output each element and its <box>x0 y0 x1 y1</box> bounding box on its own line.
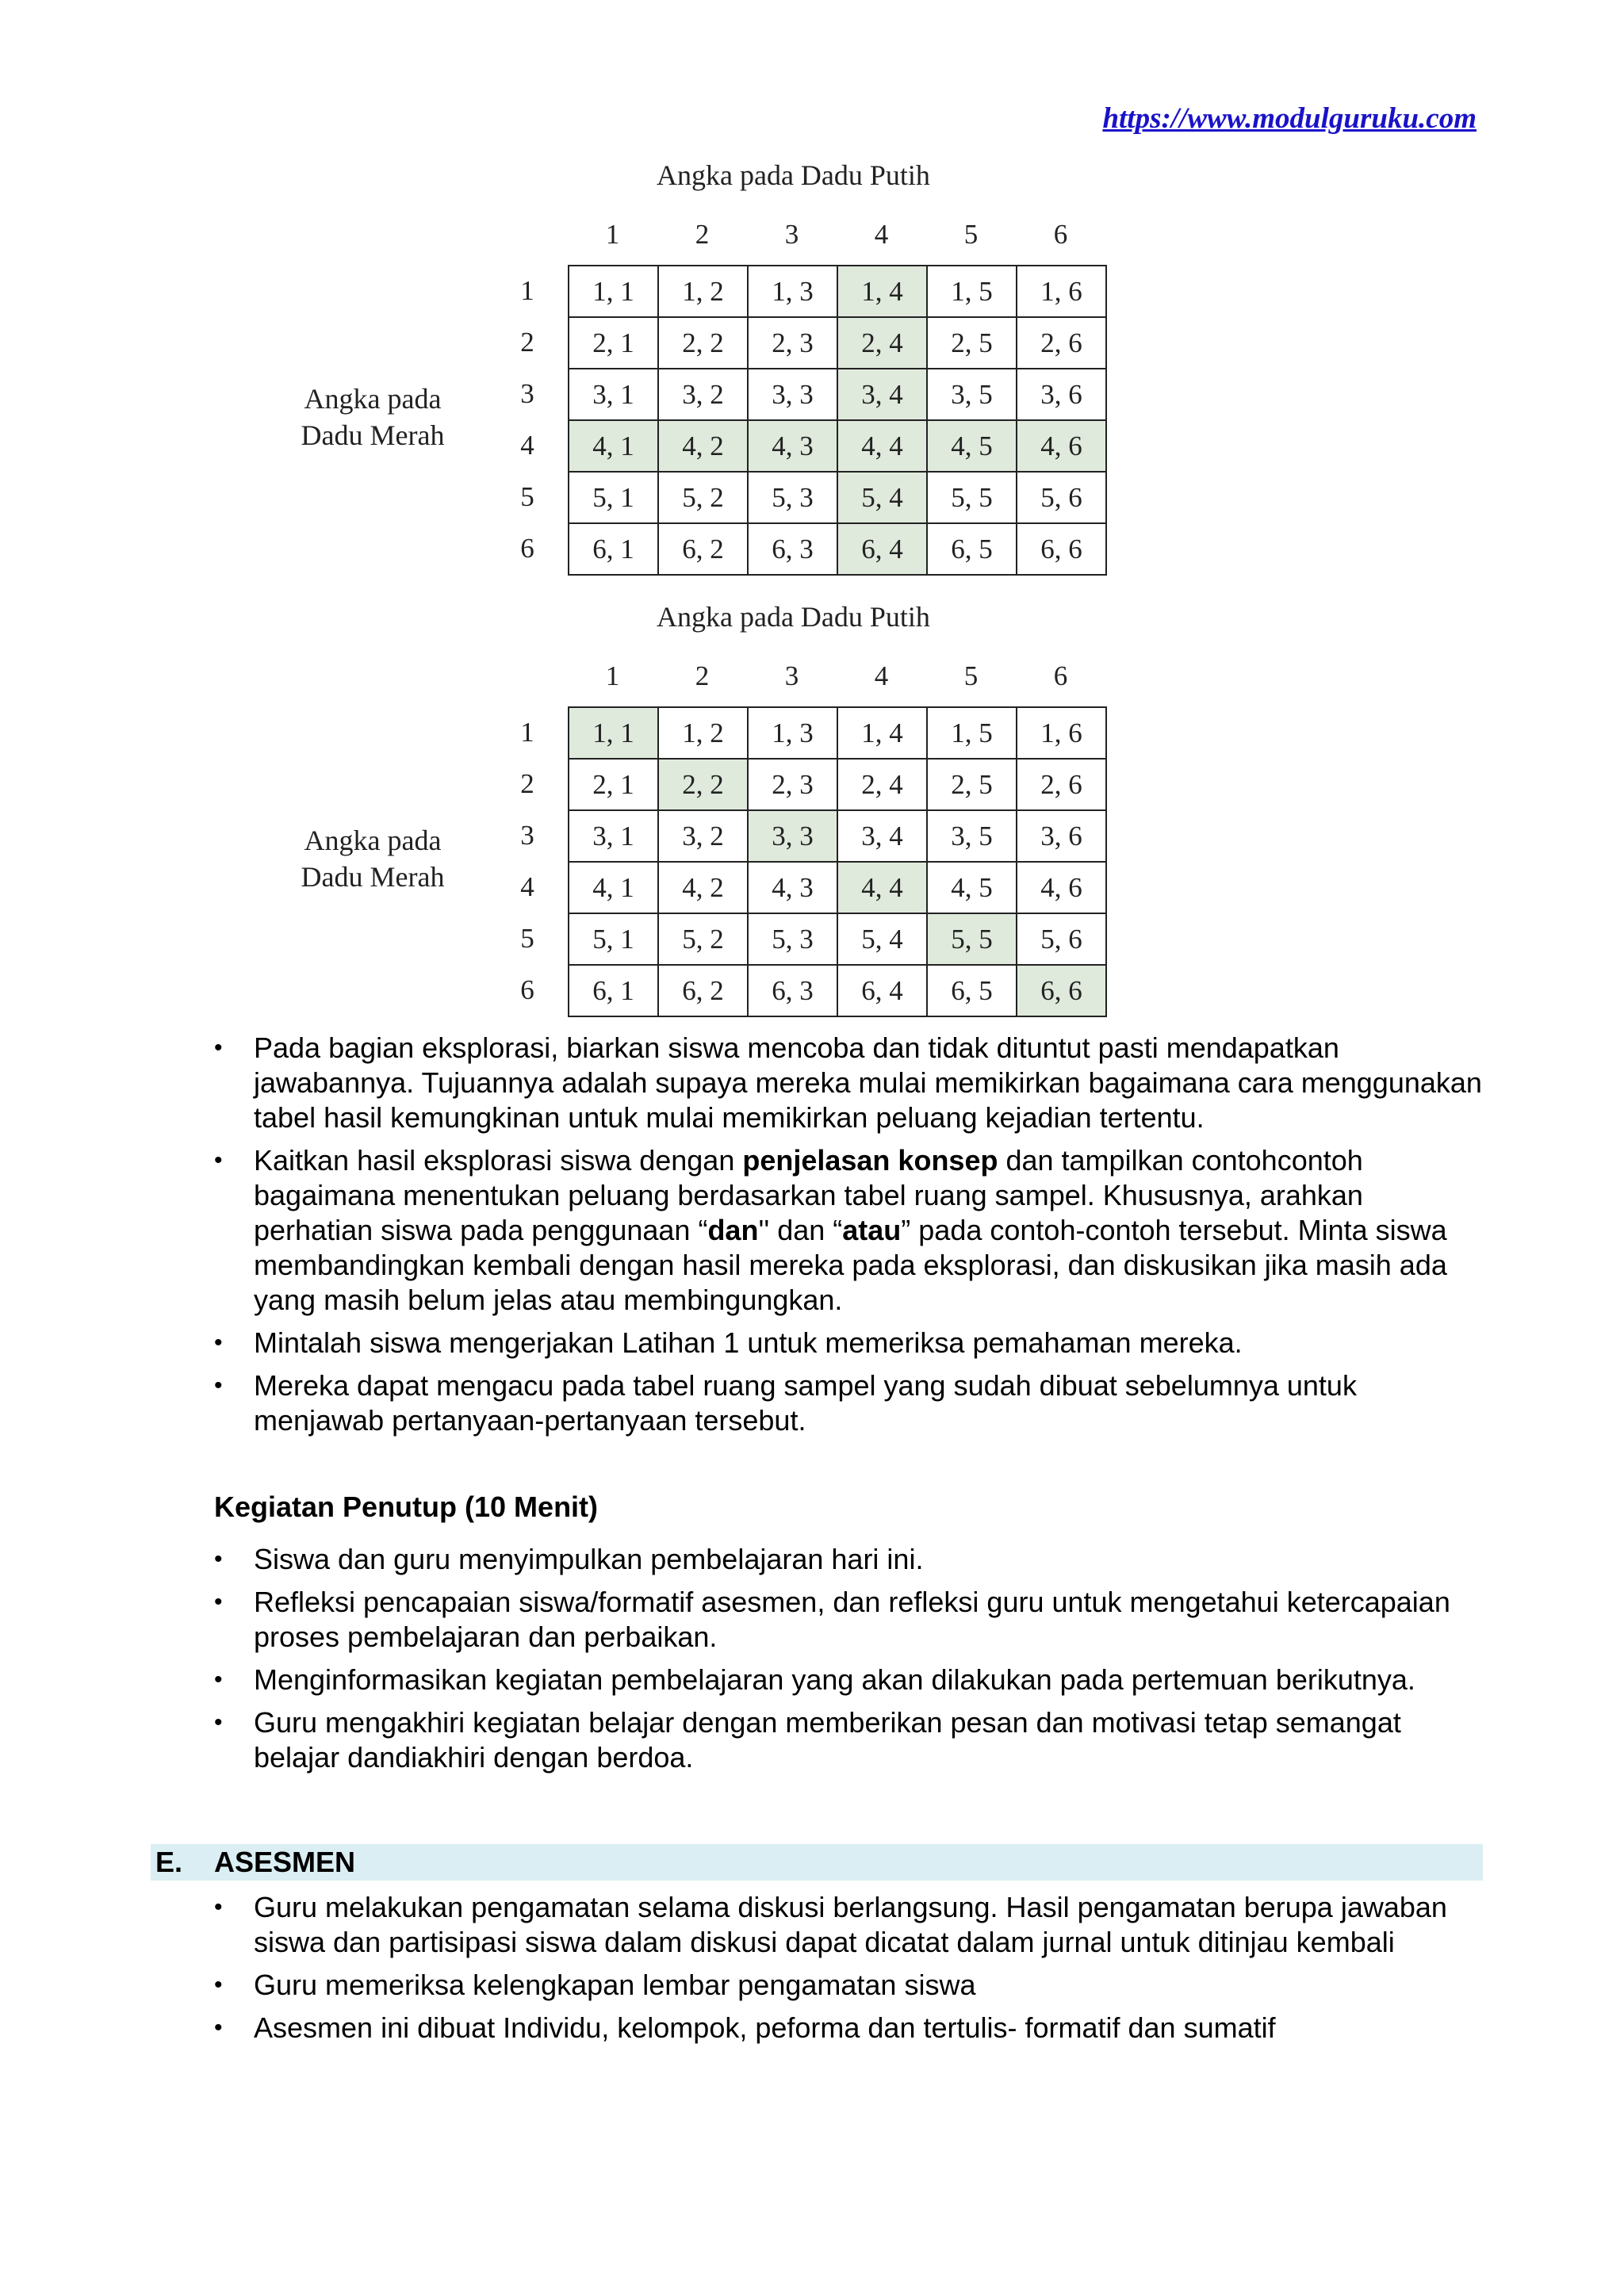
column-headers <box>568 660 1105 692</box>
table-row <box>569 759 1106 810</box>
column-header: 5 <box>963 660 979 691</box>
table-cell: 3, 2 <box>658 810 748 862</box>
table-cell: 5, 6 <box>1017 472 1106 523</box>
table-cell: 6, 2 <box>658 523 748 575</box>
table-cell: 4, 4 <box>837 862 927 913</box>
table-cell: 2, 1 <box>569 759 658 810</box>
table-cell: 5, 5 <box>927 472 1017 523</box>
table-cell: 2, 5 <box>927 759 1017 810</box>
section-heading-asesmen <box>151 1844 1483 1881</box>
table-cell: 1, 6 <box>1017 266 1106 317</box>
table-cell: 4, 6 <box>1017 420 1106 472</box>
table-cell: 1, 1 <box>569 266 658 317</box>
closing-heading: Kegiatan Penutup (10 Menit) <box>214 1490 599 1523</box>
row-header: 5 <box>520 481 534 512</box>
row-header: 3 <box>520 820 534 851</box>
table-cell: 1, 5 <box>927 707 1017 759</box>
table-cell: 5, 1 <box>569 472 658 523</box>
table-cell: 6, 5 <box>927 523 1017 575</box>
table-cell: 6, 5 <box>927 965 1017 1016</box>
bullet-icon: • <box>214 1894 223 1920</box>
table-cell: 4, 3 <box>748 862 837 913</box>
bullet-icon: • <box>214 1546 223 1572</box>
list-item: • Guru melakukan pengamatan selama diskusi berlangsung. Hasil pengamatan berupa jawaban siswa dan partisipasi siswa dalam diskusi dapat dicatat dalam jurnal untuk ditinjau kembali <box>214 1891 1447 1958</box>
table-cell: 6, 4 <box>837 523 927 575</box>
row-headers <box>515 265 539 574</box>
row-header: 4 <box>520 871 534 902</box>
table-row <box>569 472 1106 523</box>
bullet-icon: • <box>214 1589 223 1615</box>
table-row <box>569 317 1106 369</box>
table-cell: 1, 4 <box>837 707 927 759</box>
row-headers <box>515 706 539 1016</box>
row-header: 5 <box>520 923 534 954</box>
bullet-icon: • <box>214 1330 223 1356</box>
table-cell: 1, 5 <box>927 266 1017 317</box>
table-cell: 2, 1 <box>569 317 658 369</box>
table-cell: 2, 2 <box>658 759 748 810</box>
table-cell: 2, 6 <box>1017 317 1106 369</box>
list-item: • Mintalah siswa mengerjakan Latihan 1 untuk memeriksa pemahaman mereka. <box>214 1326 1243 1359</box>
list-item: • Asesmen ini dibuat Individu, kelompok, peforma dan tertulis- formatif dan sumatif <box>214 2011 1276 2044</box>
list-item: • Mereka dapat mengacu pada tabel ruang sampel yang sudah dibuat sebelumnya untuk menjawab pertanyaan-pertanyaan tersebut. <box>214 1369 1357 1437</box>
table-cell: 3, 5 <box>927 369 1017 420</box>
table-row <box>569 862 1106 913</box>
assessment-bullet-list <box>214 1890 1483 2053</box>
table-cell: 6, 4 <box>837 965 927 1016</box>
list-item: • Pada bagian eksplorasi, biarkan siswa mencoba dan tidak dituntut pasti mendapatkan jawabannya. Tujuannya adalah supaya mereka mulai memikirkan bagaimana cara menggunakan tabel hasil kemungkinan untuk mulai memikirkan peluang kejadian tertentu. <box>214 1031 1482 1134</box>
list-item: • Guru memeriksa kelengkapan lembar pengamatan siswa <box>214 1969 976 2001</box>
exploration-bullet-list <box>214 1031 1483 1446</box>
column-header: 1 <box>605 660 620 691</box>
table-cell: 3, 2 <box>658 369 748 420</box>
sample-space-grid <box>568 706 1107 1017</box>
table-cell: 5, 4 <box>837 472 927 523</box>
table-cell: 2, 3 <box>748 317 837 369</box>
column-caption: Angka pada Dadu Putih <box>657 601 930 633</box>
list-item: • Guru mengakhiri kegiatan belajar dengan memberikan pesan dan motivasi tetap semangat belajar dandiakhiri dengan berdoa. <box>214 1706 1401 1774</box>
list-item: • Refleksi pencapaian siswa/formatif asesmen, dan refleksi guru untuk mengetahui ketercapaian proses pembelajaran dan perbaikan. <box>214 1586 1450 1653</box>
table-row <box>569 369 1106 420</box>
table-cell: 5, 2 <box>658 472 748 523</box>
table-cell: 6, 1 <box>569 523 658 575</box>
table-row <box>569 913 1106 965</box>
table-cell: 4, 3 <box>748 420 837 472</box>
table-cell: 3, 1 <box>569 369 658 420</box>
bullet-icon: • <box>214 1667 223 1693</box>
table-cell: 5, 4 <box>837 913 927 965</box>
row-caption: Angka pada Dadu Merah <box>301 825 445 893</box>
row-header: 2 <box>520 768 534 799</box>
column-header: 4 <box>874 219 889 250</box>
list-item: • Kaitkan hasil eksplorasi siswa dengan penjelasan konsep dan tampilkan contohcontoh bagaimana menentukan peluang berdasarkan tabel ruang sampel. Khususnya, arahkan perhatian siswa pada penggunaan “dan'' dan “atau” pada contoh-contoh tersebut. Minta siswa membandingkan kembali dengan hasil mereka pada eksplorasi, dan diskusikan jika masih ada yang masih belum jelas atau membingungkan. <box>214 1144 1447 1316</box>
row-header: 1 <box>520 275 534 306</box>
table-cell: 3, 1 <box>569 810 658 862</box>
column-header: 2 <box>695 660 710 691</box>
row-header: 2 <box>520 327 534 358</box>
table-cell: 3, 3 <box>748 810 837 862</box>
table-cell: 4, 2 <box>658 420 748 472</box>
site-url-link[interactable]: https://www.modulguruku.com <box>1102 102 1477 135</box>
row-header: 4 <box>520 430 534 461</box>
row-header: 1 <box>520 717 534 748</box>
column-header: 5 <box>963 219 979 250</box>
table-cell: 3, 6 <box>1017 810 1106 862</box>
table-cell: 3, 3 <box>748 369 837 420</box>
table-cell: 6, 3 <box>748 965 837 1016</box>
table-cell: 1, 3 <box>748 707 837 759</box>
section-letter: E. <box>155 1846 183 1878</box>
table-cell: 6, 2 <box>658 965 748 1016</box>
row-caption: Angka pada Dadu Merah <box>301 383 445 451</box>
column-header: 4 <box>874 660 889 691</box>
bullet-icon: • <box>214 1035 223 1061</box>
column-header: 6 <box>1053 660 1068 691</box>
table-cell: 5, 6 <box>1017 913 1106 965</box>
column-caption: Angka pada Dadu Putih <box>657 159 930 191</box>
table-row <box>569 420 1106 472</box>
bullet-icon: • <box>214 2015 223 2041</box>
table-cell: 2, 3 <box>748 759 837 810</box>
table-cell: 5, 3 <box>748 472 837 523</box>
table-cell: 5, 3 <box>748 913 837 965</box>
column-header: 3 <box>784 660 799 691</box>
table-cell: 3, 6 <box>1017 369 1106 420</box>
bullet-icon: • <box>214 1972 223 1998</box>
table-cell: 3, 4 <box>837 810 927 862</box>
column-header: 3 <box>784 219 799 250</box>
table-cell: 2, 6 <box>1017 759 1106 810</box>
table-row <box>569 810 1106 862</box>
table-cell: 4, 1 <box>569 862 658 913</box>
bullet-icon: • <box>214 1709 223 1735</box>
table-cell: 4, 6 <box>1017 862 1106 913</box>
list-item: • Menginformasikan kegiatan pembelajaran yang akan dilakukan pada pertemuan berikutnya. <box>214 1663 1415 1696</box>
closing-bullet-list <box>214 1542 1483 1783</box>
row-header: 3 <box>520 378 534 409</box>
table-cell: 2, 4 <box>837 759 927 810</box>
table-cell: 2, 2 <box>658 317 748 369</box>
table-cell: 4, 5 <box>927 862 1017 913</box>
column-header: 1 <box>605 219 620 250</box>
table-cell: 6, 3 <box>748 523 837 575</box>
table-cell: 5, 1 <box>569 913 658 965</box>
row-header: 6 <box>520 974 534 1005</box>
bullet-icon: • <box>214 1372 223 1399</box>
table-cell: 6, 6 <box>1017 523 1106 575</box>
table-cell: 1, 3 <box>748 266 837 317</box>
table-cell: 4, 2 <box>658 862 748 913</box>
table-cell: 4, 5 <box>927 420 1017 472</box>
table-cell: 1, 2 <box>658 266 748 317</box>
table-cell: 1, 6 <box>1017 707 1106 759</box>
table-cell: 1, 1 <box>569 707 658 759</box>
table-row <box>569 965 1106 1016</box>
table-row <box>569 707 1106 759</box>
table-row <box>569 523 1106 575</box>
table-cell: 4, 4 <box>837 420 927 472</box>
table-cell: 2, 4 <box>837 317 927 369</box>
table-cell: 1, 4 <box>837 266 927 317</box>
table-cell: 3, 4 <box>837 369 927 420</box>
row-header: 6 <box>520 533 534 564</box>
sample-space-grid <box>568 265 1107 576</box>
column-header: 2 <box>695 219 710 250</box>
section-title: ASESMEN <box>214 1846 356 1878</box>
column-header: 6 <box>1053 219 1068 250</box>
table-cell: 3, 5 <box>927 810 1017 862</box>
table-cell: 1, 2 <box>658 707 748 759</box>
table-cell: 2, 5 <box>927 317 1017 369</box>
table-cell: 5, 2 <box>658 913 748 965</box>
bullet-icon: • <box>214 1147 223 1173</box>
table-cell: 6, 1 <box>569 965 658 1016</box>
column-headers <box>568 219 1105 251</box>
table-cell: 4, 1 <box>569 420 658 472</box>
table-cell: 6, 6 <box>1017 965 1106 1016</box>
table-row <box>569 266 1106 317</box>
table-cell: 5, 5 <box>927 913 1017 965</box>
list-item: • Siswa dan guru menyimpulkan pembelajaran hari ini. <box>214 1543 924 1575</box>
